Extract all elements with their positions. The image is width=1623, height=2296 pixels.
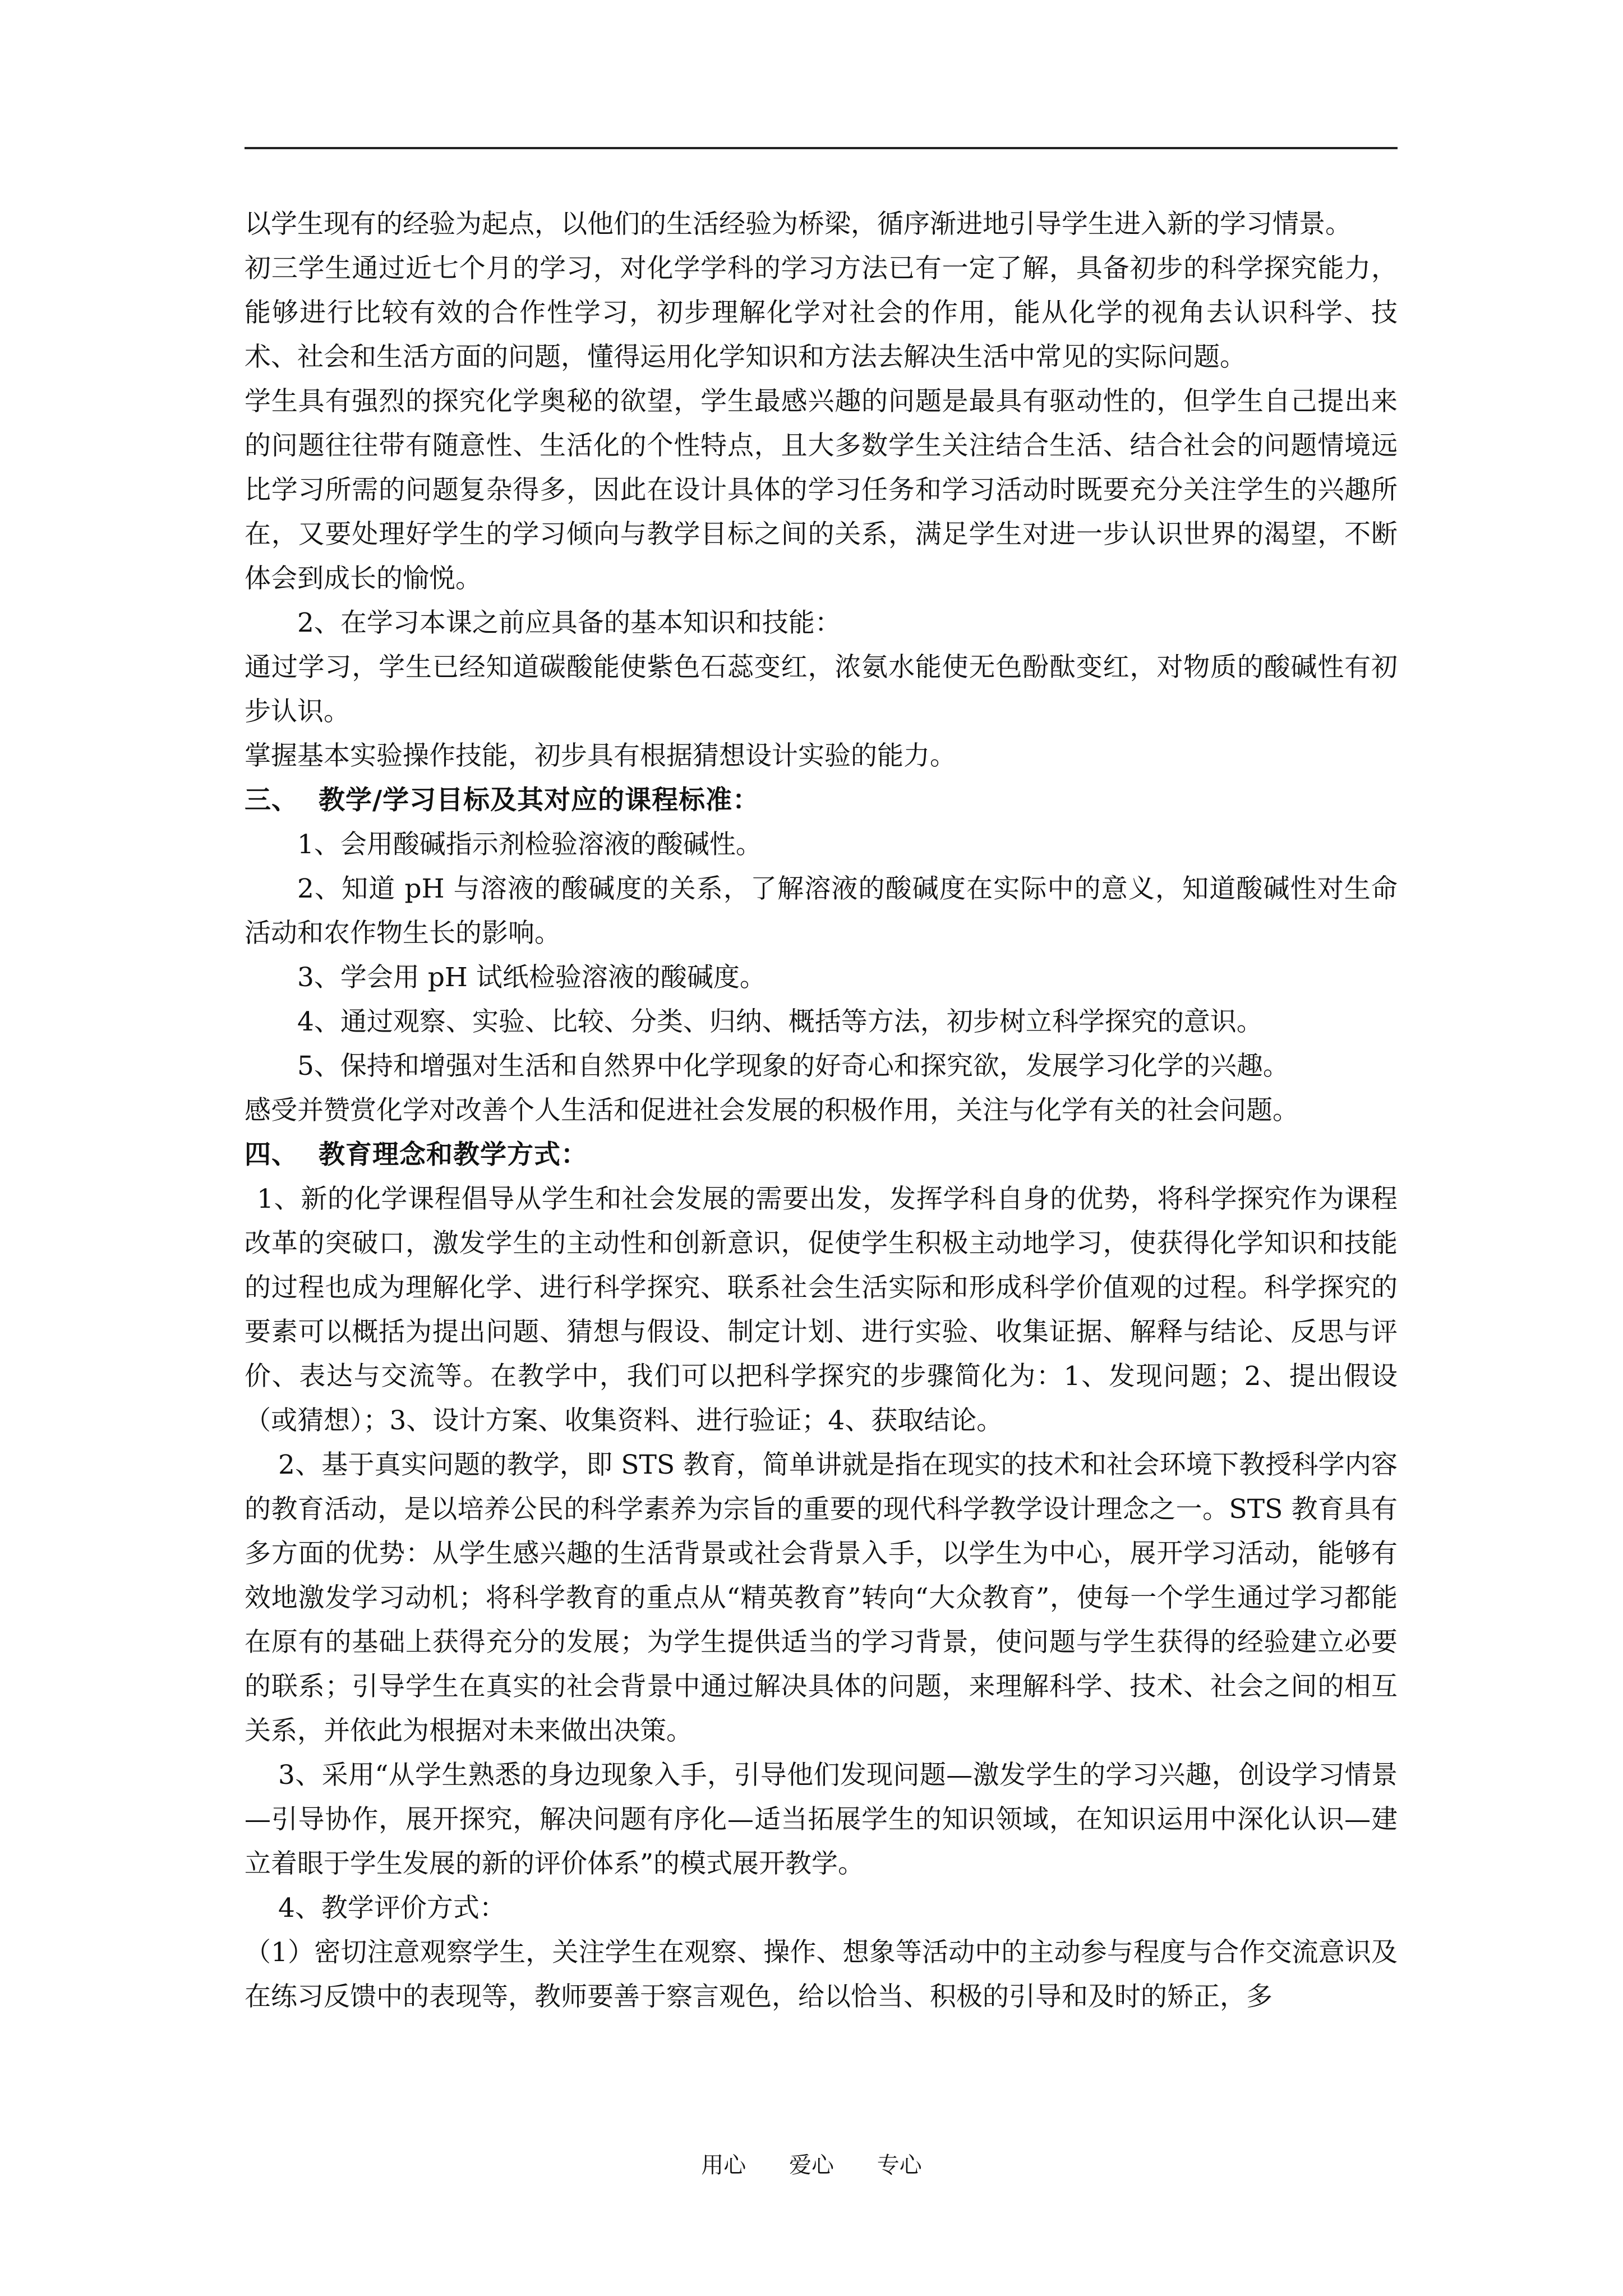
evaluation-item-1: （1）密切注意观察学生，关注学生在观察、操作、想象等活动中的主动参与程度与合作交流意识及在练习反馈中的表现等，教师要善于察言观色，给以恰当、积极的引导和及时的矫正，多 (245, 1937, 1398, 2012)
paragraph-prior-knowledge: 通过学习，学生已经知道碳酸能使紫色石蕊变红，浓氨水能使无色酚酞变红，对物质的酸碱性有初步认识。 (245, 652, 1398, 727)
footer-motto-1: 用心 (701, 2152, 746, 2178)
paragraph-appreciation: 感受并赞赏化学对改善个人生活和促进社会发展的积极作用，关注与化学有关的社会问题。 (245, 1095, 1299, 1126)
philosophy-item-2: 2、基于真实问题的教学，即 STS 教育，简单讲就是指在现实的技术和社会环境下教授科学内容的教育活动，是以培养公民的科学素养为宗旨的重要的现代科学教学设计理念之一。STS 教育具有多方面的优势：从学生感兴趣的生活背景或社会背景入手，以学生为中心，展开学习活动，能够有效地激发学习动机；将科学教育的重点从“精英教育”转向“大众教育”，使每一个学生通过学习都能在原有的基础上获得充分的发展；为学生提供适当的学习背景，使问题与学生获得的经验建立必要的联系；引导学生在真实的社会背景中通过解决具体的问题，来理解科学、技术、社会之间的相互关系，并依此为根据对未来做出决策。 (245, 1450, 1398, 1746)
subheading-prior-knowledge: 2、在学习本课之前应具备的基本知识和技能： (297, 608, 841, 638)
paragraph-intro-experience: 以学生现有的经验为起点，以他们的生活经验为桥梁，循序渐进地引导学生进入新的学习情景。 (245, 209, 1352, 240)
objective-item-3: 3、学会用 pH 试纸检验溶液的酸碱度。 (297, 962, 766, 993)
objective-item-5: 5、保持和增强对生活和自然界中化学现象的好奇心和探究欲，发展学习化学的兴趣。 (297, 1051, 1289, 1082)
paragraph-student-interest: 学生具有强烈的探究化学奥秘的欲望，学生最感兴趣的问题是最具有驱动性的，但学生自己提出来的问题往往带有随意性、生活化的个性特点，且大多数学生关注结合生活、结合社会的问题情境远比学习所需的问题复杂得多，因此在设计具体的学习任务和学习活动时既要充分关注学生的兴趣所在，又要处理好学生的学习倾向与教学目标之间的关系，满足学生对进一步认识世界的渴望，不断体会到成长的愉悦。 (245, 386, 1398, 594)
objective-item-4: 4、通过观察、实验、比较、分类、归纳、概括等方法，初步树立科学探究的意识。 (297, 1006, 1263, 1037)
page-footer (0, 2150, 1623, 2181)
section-title: 教育理念和教学方式： (319, 1139, 588, 1170)
section-number: 三、 (245, 785, 298, 816)
section-number: 四、 (245, 1139, 298, 1170)
footer-motto-2: 爱心 (789, 2152, 834, 2178)
philosophy-item-3: 3、采用“从学生熟悉的身边现象入手，引导他们发现问题—激发学生的学习兴趣，创设学习情景—引导协作，展开探究，解决问题有序化—适当拓展学生的知识领域，在知识运用中深化认识—建立着眼于学生发展的新的评价体系”的模式展开教学。 (245, 1760, 1398, 1879)
philosophy-item-1: 1、新的化学课程倡导从学生和社会发展的需要出发，发挥学科自身的优势，将科学探究作为课程改革的突破口，激发学生的主动性和创新意识，促使学生积极主动地学习，使获得化学知识和技能的过程也成为理解化学、进行科学探究、联系社会生活实际和形成科学价值观的过程。科学探究的要素可以概括为提出问题、猜想与假设、制定计划、进行实验、收集证据、解释与结论、反思与评价、表达与交流等。在教学中，我们可以把科学探究的步骤简化为：1、发现问题；2、提出假设（或猜想）；3、设计方案、收集资料、进行验证；4、获取结论。 (245, 1184, 1398, 1436)
objective-item-1: 1、会用酸碱指示剂检验溶液的酸碱性。 (297, 829, 762, 860)
section-title: 教学/学习目标及其对应的课程标准： (319, 785, 760, 816)
document-body (245, 202, 1398, 2019)
philosophy-item-4: 4、教学评价方式： (278, 1893, 506, 1924)
section-heading-philosophy (245, 1133, 1398, 1177)
paragraph-student-ability: 初三学生通过近七个月的学习，对化学学科的学习方法已有一定了解，具备初步的科学探究能力，能够进行比较有效的合作性学习，初步理解化学对社会的作用，能从化学的视角去认识科学、技术、社会和生活方面的问题，懂得运用化学知识和方法去解决生活中常见的实际问题。 (245, 253, 1398, 372)
header-rule (245, 147, 1398, 149)
footer-motto-3: 专心 (877, 2152, 922, 2178)
paragraph-lab-skills: 掌握基本实验操作技能，初步具有根据猜想设计实验的能力。 (245, 740, 956, 771)
objective-item-2: 2、知道 pH 与溶液的酸碱度的关系，了解溶液的酸碱度在实际中的意义，知道酸碱性对生命活动和农作物生长的影响。 (245, 873, 1398, 949)
section-heading-objectives (245, 778, 1398, 822)
